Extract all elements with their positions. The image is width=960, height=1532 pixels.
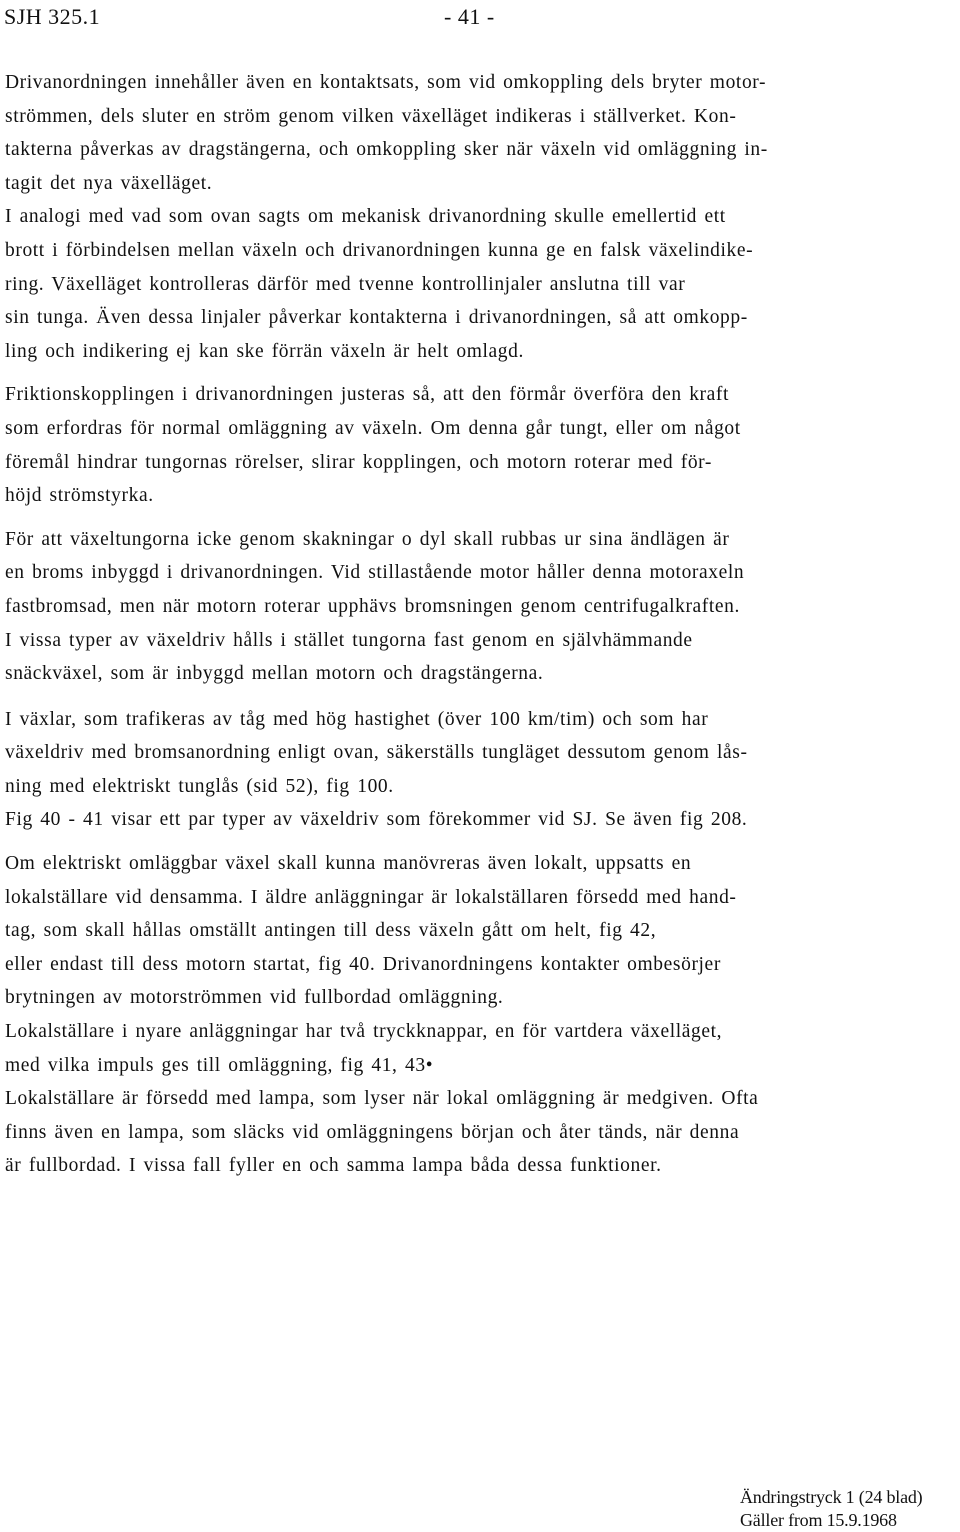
text-line: höjd strömstyrka.	[5, 485, 154, 507]
text-line: Friktionskopplingen i drivanordningen justeras så, att den förmår överföra den kraft	[5, 384, 730, 406]
text-line: är fullbordad. I vissa fall fyller en och samma lampa båda dessa funktioner.	[5, 1155, 662, 1177]
text-line: ling och indikering ej kan ske förrän växeln är helt omlagd.	[5, 340, 524, 362]
text-line: För att växeltungorna icke genom skakningar o dyl skall rubbas ur sina ändlägen är	[5, 528, 730, 550]
text-line: I växlar, som trafikeras av tåg med hög hastighet (över 100 km/tim) och som har	[5, 708, 709, 730]
text-line: takterna påverkas av dragstängerna, och omkoppling sker när växeln vid omläggning in-	[5, 139, 768, 161]
text-line: fastbromsad, men när motorn roterar upphävs bromsningen genom centrifugalkraften.	[5, 595, 740, 617]
text-line: Lokalställare i nyare anläggningar har två tryckknappar, en för vartdera växelläget,	[5, 1021, 723, 1043]
text-line: eller endast till dess motorn startat, fig 40. Drivanordningens kontakter ombesörjer	[5, 953, 721, 975]
text-line: Drivanordningen innehåller även en kontaktsats, som vid omkoppling dels bryter motor-	[5, 72, 767, 93]
text-line: I vissa typer av växeldriv hålls i stället tungorna fast genom en självhämmande	[5, 629, 693, 651]
text-line: brott i förbindelsen mellan växeln och drivanordningen kunna ge en falsk växelindike-	[5, 239, 754, 261]
paragraph-friction-clutch	[5, 378, 955, 512]
text-line: lokalställare vid densamma. I äldre anläggningar är lokalställaren försedd med hand-	[5, 886, 737, 908]
paragraph-local-control	[5, 847, 955, 1183]
text-line: finns även en lampa, som släcks vid omläggningens början och åter tänds, när denna	[5, 1121, 740, 1143]
text-line: sin tunga. Även dessa linjaler påverkar kontakterna i drivanordningen, så att omkopp-	[5, 307, 748, 329]
page-number: - 41 -	[444, 4, 495, 29]
document-id: SJH 325.1	[4, 4, 101, 29]
text-line: snäckväxel, som är inbyggd mellan motorn och dragstängerna.	[5, 663, 544, 685]
paragraph-drive-contacts	[5, 66, 955, 368]
valid-from-date: Gäller from 15.9.1968	[740, 1510, 897, 1530]
text-line: ring. Växelläget kontrolleras därför med tvenne kontrollinjaler anslutna till var	[5, 273, 686, 295]
text-line: med vilka impuls ges till omläggning, fig 41, 43•	[5, 1054, 434, 1076]
text-line: strömmen, dels sluter en ström genom vilken växelläget indikeras i ställverket. Kon-	[5, 105, 737, 127]
text-line: I analogi med vad som ovan sagts om mekanisk drivanordning skulle emellertid ett	[5, 206, 726, 228]
text-line: som erfordras för normal omläggning av växeln. Om denna går tungt, eller om något	[5, 417, 741, 439]
text-line: Lokalställare är försedd med lampa, som lyser när lokal omläggning är medgiven. Ofta	[5, 1088, 759, 1110]
paragraph-brake	[5, 523, 955, 691]
text-line: tagit det nya växelläget.	[5, 172, 213, 194]
text-line: Om elektriskt omläggbar växel skall kunna manövreras även lokalt, uppsatts en	[5, 853, 692, 875]
text-line: en broms inbyggd i drivanordningen. Vid stillastående motor håller denna motoraxeln	[5, 562, 745, 584]
text-line: Fig 40 - 41 visar ett par typer av växeldriv som förekommer vid SJ. Se även fig 208.	[5, 809, 748, 831]
revision-note: Ändringstryck 1 (24 blad)	[740, 1487, 923, 1507]
text-line: växeldriv med bromsanordning enligt ovan, säkerställs tungläget dessutom genom lås-	[5, 742, 748, 764]
document-body	[5, 66, 955, 1183]
paragraph-high-speed-switches	[5, 703, 955, 837]
text-line: föremål hindrar tungornas rörelser, slirar kopplingen, och motorn roterar med för-	[5, 451, 712, 473]
revision-footer	[740, 1486, 922, 1532]
text-line: tag, som skall hållas omställt antingen till dess växeln gått om helt, fig 42,	[5, 920, 657, 942]
text-line: brytningen av motorströmmen vid fullbordad omläggning.	[5, 987, 504, 1009]
text-line: ning med elektriskt tunglås (sid 52), fig 100.	[5, 775, 394, 797]
